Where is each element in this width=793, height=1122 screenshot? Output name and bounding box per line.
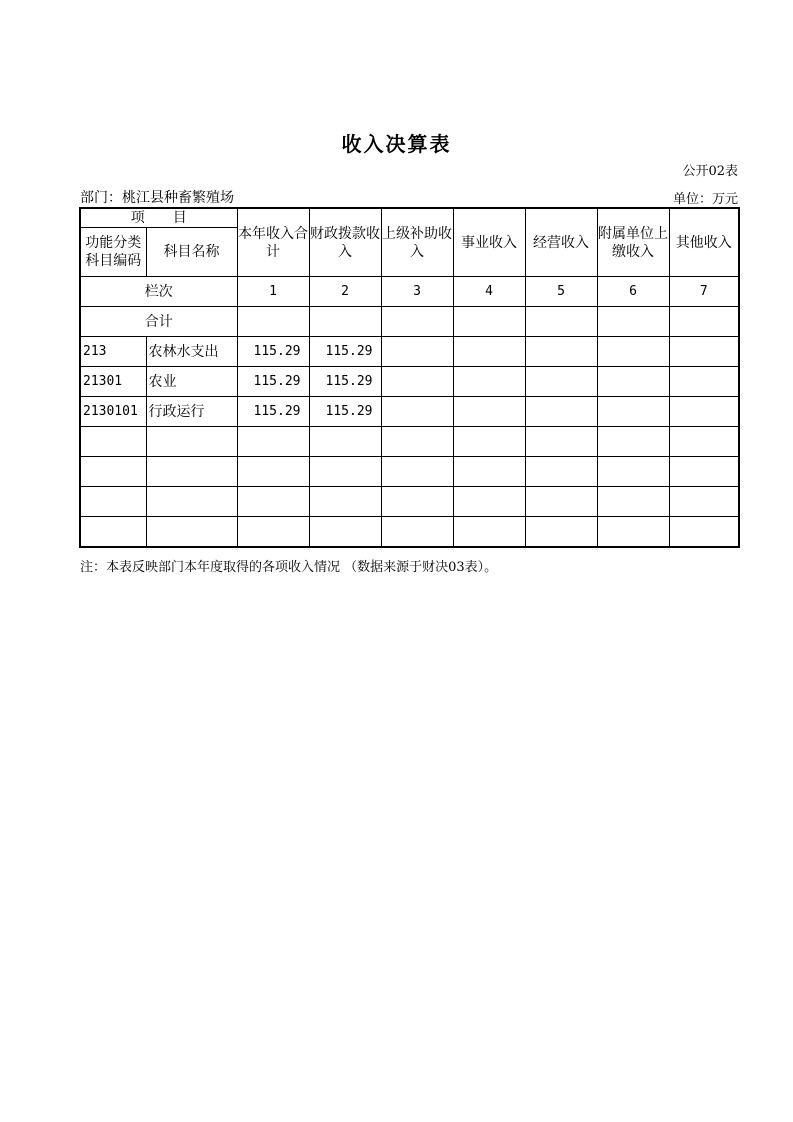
superior-cell [381,397,453,427]
table-row [80,487,739,517]
other-cell [669,427,739,457]
affiliated-cell [597,427,669,457]
total-cell [669,307,739,337]
fiscal-cell [309,427,381,457]
col-number: 3 [381,277,453,307]
column-index-row [80,277,739,307]
fiscal-cell: 115.29 [309,337,381,367]
superior-cell [381,427,453,457]
func-code-cell: 2130101 [80,397,146,427]
operating-cell [525,427,597,457]
footnote: 注：本表反映部门本年度取得的各项收入情况 （数据来源于财决03表）。 [80,560,498,575]
total-income-cell [237,427,309,457]
col-number: 7 [669,277,739,307]
business-cell [453,517,525,547]
superior-cell [381,337,453,367]
header-fiscal: 财政拨款收入 [309,208,381,277]
subject-name-cell [146,487,237,517]
header-affiliated: 附属单位上缴收入 [597,208,669,277]
table-row [80,367,739,397]
affiliated-cell [597,397,669,427]
total-cell [237,307,309,337]
affiliated-cell [597,517,669,547]
table-row [80,427,739,457]
subject-name-cell [146,517,237,547]
header-operating: 经营收入 [525,208,597,277]
business-cell [453,397,525,427]
subject-name-cell [146,457,237,487]
business-cell [453,457,525,487]
total-income-cell: 115.29 [237,397,309,427]
subject-name-cell [146,427,237,457]
item-header: 项 目 [80,208,237,228]
affiliated-cell [597,487,669,517]
subject-name-cell: 农业 [146,367,237,397]
header-business: 事业收入 [453,208,525,277]
operating-cell [525,517,597,547]
table-row [80,397,739,427]
other-cell [669,457,739,487]
other-cell [669,337,739,367]
other-cell [669,397,739,427]
total-label: 合计 [80,307,237,337]
func-code-cell [80,427,146,457]
row-index-label: 栏次 [80,277,237,307]
other-cell [669,517,739,547]
header-subject-name: 科目名称 [146,228,237,277]
business-cell [453,427,525,457]
header-row-1 [80,208,739,228]
fiscal-cell: 115.29 [309,397,381,427]
col-number: 5 [525,277,597,307]
table-row [80,457,739,487]
func-code-cell: 21301 [80,367,146,397]
table-row [80,517,739,547]
income-table [79,207,740,548]
fiscal-cell [309,457,381,487]
func-code-cell: 213 [80,337,146,367]
operating-cell [525,367,597,397]
superior-cell [381,457,453,487]
col-number: 4 [453,277,525,307]
data-rows [80,337,739,547]
header-superior: 上级补助收入 [381,208,453,277]
col-number: 6 [597,277,669,307]
unit-label: 单位：万元 [672,192,738,207]
fiscal-cell: 115.29 [309,367,381,397]
fiscal-cell [309,487,381,517]
total-income-cell [237,457,309,487]
total-row [80,307,739,337]
total-income-cell: 115.29 [237,337,309,367]
total-income-cell: 115.29 [237,367,309,397]
header-other: 其他收入 [669,208,739,277]
superior-cell [381,487,453,517]
table-row [80,337,739,367]
superior-cell [381,517,453,547]
business-cell [453,367,525,397]
total-cell [525,307,597,337]
operating-cell [525,457,597,487]
total-cell [309,307,381,337]
func-code-cell [80,487,146,517]
col-number: 2 [309,277,381,307]
operating-cell [525,487,597,517]
subject-name-cell: 农林水支出 [146,337,237,367]
subject-name-cell: 行政运行 [146,397,237,427]
other-cell [669,367,739,397]
business-cell [453,337,525,367]
affiliated-cell [597,457,669,487]
total-income-cell [237,487,309,517]
page-title: 收入决算表 [341,132,452,156]
business-cell [453,487,525,517]
affiliated-cell [597,367,669,397]
col-number: 1 [237,277,309,307]
form-code: 公开02表 [682,164,738,179]
total-cell [597,307,669,337]
other-cell [669,487,739,517]
superior-cell [381,367,453,397]
func-code-cell [80,457,146,487]
total-cell [381,307,453,337]
header-func-code: 功能分类科目编码 [80,228,146,277]
department-label: 部门：桃江县种畜繁殖场 [80,190,234,206]
operating-cell [525,397,597,427]
operating-cell [525,337,597,367]
total-income-cell [237,517,309,547]
total-cell [453,307,525,337]
func-code-cell [80,517,146,547]
fiscal-cell [309,517,381,547]
affiliated-cell [597,337,669,367]
header-total: 本年收入合计 [237,208,309,277]
